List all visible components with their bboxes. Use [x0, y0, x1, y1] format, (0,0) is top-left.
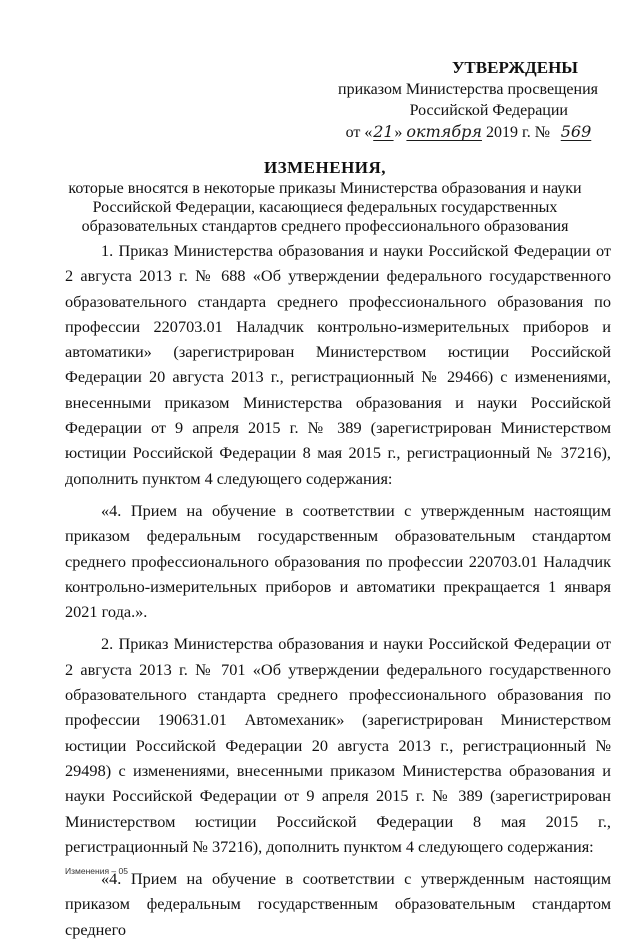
date-prefix: от « [345, 124, 373, 141]
approved-country: Российской Федерации [409, 102, 568, 119]
changes-subtitle-line-2: Российской Федерации, касающиеся федеральных государственных [92, 199, 558, 216]
approved-title: УТВЕРЖДЕНЫ [451, 58, 578, 77]
paragraph: «4. Прием на обучение в соответствии с утвержденным настоящим приказом федеральным государственным образовательным стандартом среднего профессионального образования по профессии 220703.01 Наладчик контрольно-измерительных приборов и автоматики прекращается 1 января 2021 года.». [65, 500, 611, 622]
changes-subtitle-line-3: образовательных стандартов среднего профессионального образования [81, 218, 569, 235]
handwritten-day: 21 [373, 122, 394, 141]
date-year: 2019 г. № [481, 124, 554, 141]
date-mid: » [394, 124, 407, 141]
document-body [65, 238, 611, 949]
approval-stamp [298, 57, 598, 144]
paragraph: 1. Приказ Министерства образования и науки Российской Федерации от 2 августа 2013 г. № 688 «Об утверждении федерального государственного образовательного стандарта среднего профессионального образования по профессии 220703.01 Наладчик контрольно-измерительных приборов и автоматики» (зарегистрирован Министерством юстиции Российской Федерации 20 августа 2013 г., регистрационный № 29466) с изменениями, внесенными приказом Министерства образования и науки Российской Федерации от 9 апреля 2015 г. № 389 (зарегистрирован Министерством юстиции Российской Федерации 8 мая 2015 г., регистрационный № 37216), дополнить пунктом 4 следующего содержания: [65, 241, 611, 488]
changes-title: ИЗМЕНЕНИЯ, [263, 158, 387, 177]
paragraph: «4. Прием на обучение в соответствии с утвержденным настоящим приказом федеральным государственным образовательным стандартом среднего [65, 869, 611, 939]
approved-date-line [298, 121, 598, 144]
approved-issuer: приказом Министерства просвещения [338, 81, 598, 98]
handwritten-order-number: 569 [560, 122, 592, 141]
changes-subtitle-line-1: которые вносятся в некоторые приказы Министерства образования и науки [68, 180, 582, 197]
paragraph: 2. Приказ Министерства образования и науки Российской Федерации от 2 августа 2013 г. № 701 «Об утверждении федерального государственного образовательного стандарта среднего профессионального образования по профессии 190631.01 Автомеханик» (зарегистрирован Министерством юстиции Российской Федерации 20 августа 2013 г., регистрационный № 29498) с изменениями, внесенными приказом Министерства образования и науки Российской Федерации от 9 апреля 2015 г. № 389 (зарегистрирован Министерством юстиции Российской Федерации 8 мая 2015 г., регистрационный № 37216), дополнить пунктом 4 следующего содержания: [65, 634, 611, 856]
footer-note: Изменения – 05 [65, 866, 128, 876]
handwritten-month: октября [406, 122, 482, 141]
changes-heading [60, 157, 590, 236]
